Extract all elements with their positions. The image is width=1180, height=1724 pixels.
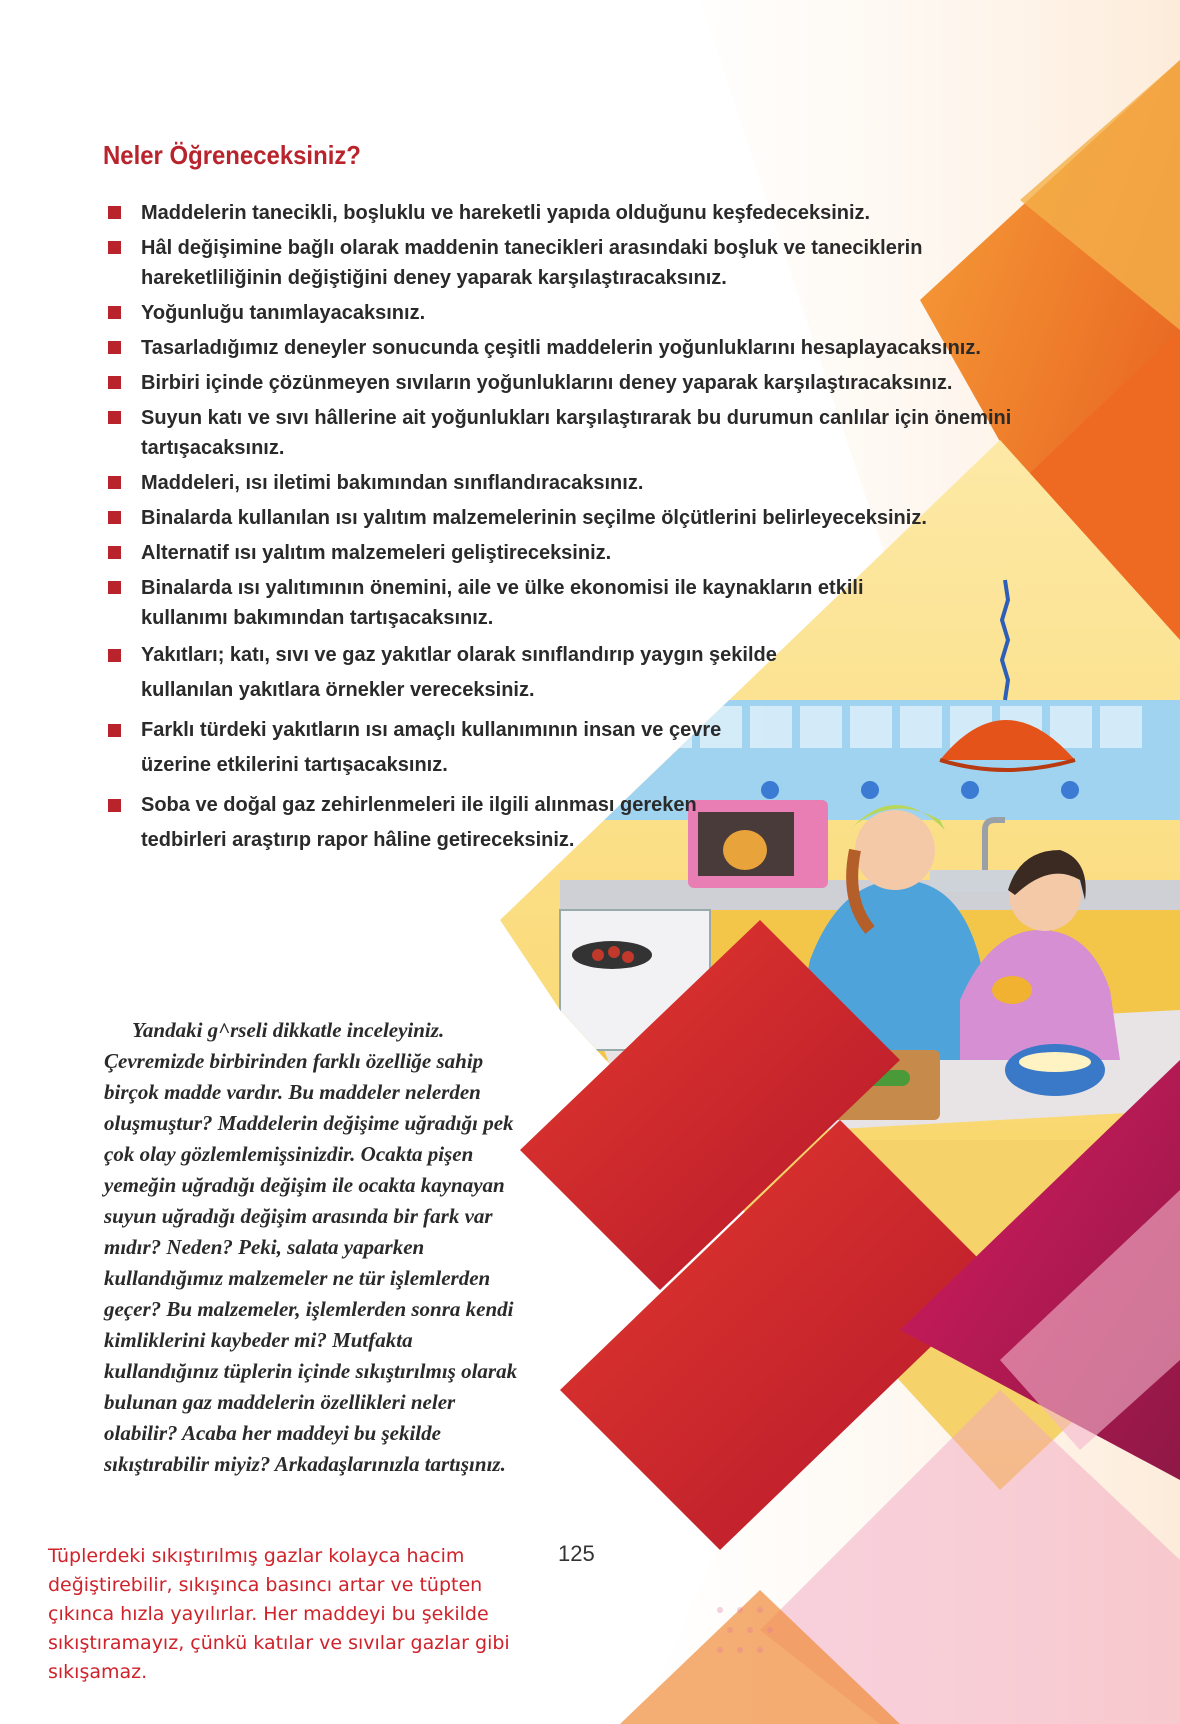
list-item xyxy=(106,638,781,708)
list-item xyxy=(106,298,1066,328)
page-number: 125 xyxy=(558,1541,595,1566)
goal-text: Farklı türdeki yakıtların ısı amaçlı kullanımının insan ve çevre üzerine etkilerini tartışacaksınız. xyxy=(141,719,722,776)
bullet-icon xyxy=(108,241,121,254)
goal-text: Hâl değişimine bağlı olarak maddenin tanecikleri arasındaki boşluk ve taneciklerin hareketliliğinin değiştiğini deney yaparak karşılaştıracaksınız. xyxy=(141,237,923,289)
answer-note: Tüplerdeki sıkıştırılmış gazlar kolayca hacim değiştirebilir, sıkışınca basıncı artar ve tüpten çıkınca hızla yayılırlar. Her maddeyi bu şekilde sıkıştıramayız, çünkü katılar ve sıvılar gazlar gibi sıkışamaz. xyxy=(48,1545,510,1683)
list-item xyxy=(106,368,1066,398)
goal-text: Suyun katı ve sıvı hâllerine ait yoğunlukları karşılaştırarak bu durumun canlılar için önemini tartışacaksınız. xyxy=(141,407,1012,459)
list-item xyxy=(106,503,1066,533)
section-heading: Neler Öğreneceksiniz? xyxy=(103,140,361,170)
bullet-icon xyxy=(108,411,121,424)
bullet-icon xyxy=(108,799,121,812)
bullet-icon xyxy=(108,341,121,354)
goal-text: Binalarda kullanılan ısı yalıtım malzemelerinin seçilme ölçütlerini belirleyeceksiniz. xyxy=(141,507,927,529)
bullet-icon xyxy=(108,376,121,389)
bullet-icon xyxy=(108,724,121,737)
bullet-icon xyxy=(108,511,121,524)
discussion-prompt: Yandaki g^rseli dikkatle inceleyiniz. Çevremizde birbirinden farklı özelliğe sahip birçok madde vardır. Bu maddeler nelerden oluşmuştur? Maddelerin değişime uğradığı pek çok olay gözlemlemişsinizdir. Ocakta pişen yemeğin uğradığı değişim ile ocakta kaynayan suyun uğradığı değişim arasında bir fark var mıdır? Neden? Peki, salata yaparken kullandığımız malzemeler ne tür işlemlerden geçer? Bu malzemeler, işlemlerden sonra kendi kimliklerini kaybeder mi? Mutfakta kullandığınız tüplerin içinde sıkıştırılmış olarak bulunan gaz maddelerin özellikleri neler olabilir? Acaba her maddeyi bu şekilde sıkıştırabilir miyiz? Arkadaşlarınızla tartışınız. xyxy=(104,1018,518,1476)
goal-text: Yoğunluğu tanımlayacaksınız. xyxy=(141,302,426,324)
list-item xyxy=(106,573,901,633)
bullet-icon xyxy=(108,581,121,594)
bullet-icon xyxy=(108,206,121,219)
bullet-icon xyxy=(108,306,121,319)
goal-text: Alternatif ısı yalıtım malzemeleri geliştireceksiniz. xyxy=(141,542,612,564)
goal-text: Birbiri içinde çözünmeyen sıvıların yoğunluklarını deney yaparak karşılaştıracaksınız. xyxy=(141,372,953,394)
list-item xyxy=(106,538,1066,568)
bullet-icon xyxy=(108,476,121,489)
goal-text: Soba ve doğal gaz zehirlenmeleri ile ilgili alınması gereken tedbirleri araştırıp rapor hâline getireceksiniz. xyxy=(141,794,697,851)
goal-text: Binalarda ısı yalıtımının önemini, aile ve ülke ekonomisi ile kaynakların etkili kullanımı bakımından tartışacaksınız. xyxy=(141,577,864,629)
list-item xyxy=(106,788,721,858)
bullet-icon xyxy=(108,546,121,559)
goal-text: Tasarladığımız deneyler sonucunda çeşitli maddelerin yoğunluklarını hesaplayacaksınız. xyxy=(141,337,981,359)
list-item xyxy=(106,233,1066,293)
list-item xyxy=(106,713,751,783)
list-item xyxy=(106,403,1066,463)
goal-text: Yakıtları; katı, sıvı ve gaz yakıtlar olarak sınıflandırıp yaygın şekilde kullanılan yakıtlara örnekler vereceksiniz. xyxy=(141,644,777,701)
learning-goals-list xyxy=(106,198,1066,863)
goal-text: Maddelerin tanecikli, boşluklu ve hareketli yapıda olduğunu keşfedeceksiniz. xyxy=(141,202,871,224)
bullet-icon xyxy=(108,649,121,662)
list-item xyxy=(106,198,1066,228)
list-item xyxy=(106,468,1066,498)
list-item xyxy=(106,333,1066,363)
goal-text: Maddeleri, ısı iletimi bakımından sınıflandıracaksınız. xyxy=(141,472,644,494)
